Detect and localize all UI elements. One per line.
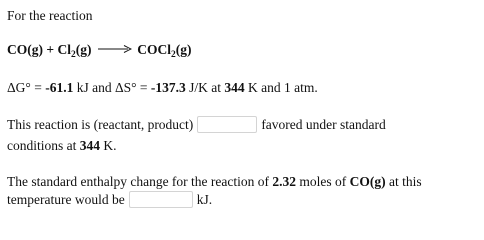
reactant-co: CO(g) xyxy=(7,42,43,57)
dg-value: -61.1 xyxy=(45,80,74,95)
question2-line2: temperature would be kJ. xyxy=(7,192,213,207)
question1-line1: This reaction is (reactant, product) favored under standard xyxy=(7,117,386,132)
reaction-equation xyxy=(7,41,191,58)
reactant-cl2: $Cl_2(g)$ xyxy=(57,42,92,60)
reaction-arrow-icon xyxy=(98,44,132,54)
question1-line2: conditions at 344 K. xyxy=(7,138,117,153)
thermo-data: ΔG° = -61.1 kJ and ΔS° = -137.3 J/K at 344 K and 1 atm. xyxy=(7,80,318,95)
question2-line1: The standard enthalpy change for the reaction of 2.32 moles of CO(g) at this xyxy=(7,174,422,189)
temperature-value: 344 xyxy=(224,80,245,95)
plus-sign: + xyxy=(46,42,55,57)
intro-text: For the reaction xyxy=(7,8,93,23)
ds-value: -137.3 xyxy=(150,80,186,95)
question1-temp: 344 xyxy=(79,138,100,153)
product-cocl2: COCl$_2$(g) xyxy=(137,42,192,60)
species-value: CO(g) xyxy=(349,174,386,189)
enthalpy-answer-input[interactable] xyxy=(129,191,193,208)
favored-answer-input[interactable] xyxy=(197,116,257,133)
moles-value: 2.32 xyxy=(272,174,297,189)
